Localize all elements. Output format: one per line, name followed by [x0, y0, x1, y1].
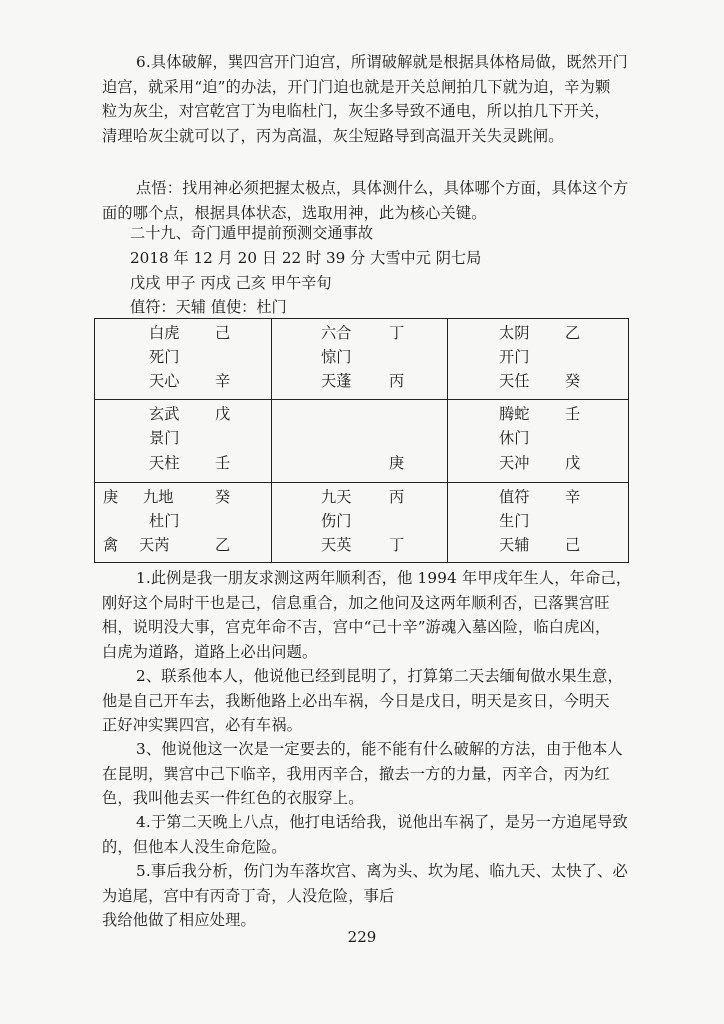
stem-label: 己 [565, 536, 581, 554]
analysis-point-2 [102, 664, 642, 738]
star-label: 天任 [499, 372, 530, 390]
star-label: 天芮 [139, 536, 170, 554]
text-line: 相，说明没大事，宫克年命不吉，宫中“己十辛”游魂入墓凶险，临白虎凶， [102, 618, 611, 636]
door-label: 杜门 [149, 512, 180, 530]
stem-label: 癸 [215, 488, 231, 506]
text-line: 3、他说他这一次是一定要去的，能不能有什么破解的方法，由于他本人 [136, 740, 623, 758]
analysis-point-4 [102, 810, 642, 859]
god-label: 白虎 [149, 324, 180, 342]
god-label: 腾蛇 [499, 405, 530, 423]
text-line: 5.事后我分析，伤门为车落坎宫、离为头、坎为尾、临九天、太快了、必 [136, 862, 628, 880]
god-label: 九地 [143, 488, 174, 506]
text-line: 白虎为道路，道路上必出问题。 [102, 642, 318, 661]
stem-label: 辛 [565, 488, 581, 506]
star-label: 天冲 [499, 454, 530, 472]
text-line: 为追尾，宫中有丙奇丁奇，人没危险，事后 [102, 886, 395, 905]
text-line: 6.具体破解，巽四宫开门迫宫，所谓破解就是根据具体格局做，既然开门 [136, 53, 628, 71]
palace-cell [271, 319, 447, 399]
text-line: 1.此例是我一朋友求测这两年顺利否，他 1994 年甲戌年生人，年命己， [136, 569, 632, 587]
palace-cell [95, 482, 271, 562]
star-label: 天柱 [149, 454, 180, 472]
text-line: 2、联系他本人，他说他已经到昆明了，打算第二天去缅甸做水果生意， [136, 667, 623, 685]
text-line: 刚好这个局时干也是己，信息重合，加之他问及这两年顺利否，已落巽宫旺 [102, 593, 610, 612]
case-pillars: 戊戌 甲子 丙戌 己亥 甲午辛旬 [130, 274, 332, 292]
god-label: 值符 [499, 488, 530, 506]
stem-label: 庚 [389, 454, 405, 472]
case-heading: 二十九、奇门遁甲提前预测交通事故 [130, 224, 373, 242]
intro-paragraph [102, 50, 642, 148]
text-line: 正好冲实巽四宫，必有车祸。 [102, 716, 303, 734]
door-label: 伤门 [321, 512, 352, 530]
door-label: 死门 [149, 348, 180, 366]
door-label: 景门 [149, 429, 180, 447]
text-line: 在昆明，巽宫中己下临辛，我用丙辛合，撤去一方的力量，丙辛合，丙为红 [102, 764, 610, 783]
god-label: 九天 [321, 488, 352, 506]
stem-label: 丁 [389, 536, 405, 554]
palace-cell [447, 482, 628, 562]
palace-cell [95, 319, 271, 399]
stem-label: 丙 [389, 488, 405, 506]
text-line: 的，但他本人没生命危险。 [102, 837, 287, 856]
insight-paragraph [102, 176, 642, 225]
star-label: 天蓬 [321, 372, 352, 390]
palace-cell [95, 399, 271, 482]
text-line: 面的哪个点，根据具体状态，选取用神，此为核心关键。 [102, 203, 487, 222]
door-label: 惊门 [321, 348, 352, 366]
door-label: 生门 [499, 512, 530, 530]
star-label: 禽 [103, 536, 119, 554]
door-label: 休门 [499, 429, 530, 447]
stem-label: 戊 [215, 405, 231, 423]
door-label: 开门 [499, 348, 530, 366]
analysis-point-5 [102, 859, 642, 933]
text-line: 清理哈灰尘就可以了，丙为高温，灰尘短路导到高温开关失灵跳闸。 [102, 126, 564, 145]
palace-cell [447, 399, 628, 482]
stem-label: 辛 [215, 372, 231, 390]
text-line: 点悟：找用神必须把握太极点，具体测什么，具体哪个方面，具体这个方 [136, 179, 629, 197]
stem-label: 乙 [565, 324, 581, 342]
god-label: 六合 [321, 324, 352, 342]
palace-cell [271, 482, 447, 562]
stem-label: 乙 [215, 536, 231, 554]
stem-label: 壬 [565, 405, 581, 423]
stem-label: 丁 [389, 324, 405, 342]
stem-label: 癸 [565, 372, 581, 390]
stem-label: 庚 [103, 488, 119, 506]
text-line: 迫宫，就采用“迫”的办法，开门门迫也就是开关总闸拍几下就为迫，辛为颗 [102, 77, 611, 96]
star-label: 天辅 [499, 536, 530, 554]
case-datetime: 2018 年 12 月 20 日 22 时 39 分 大雪中元 阴七局 [130, 249, 482, 267]
star-label: 天英 [321, 536, 352, 554]
case-zhifu-zhishi: 值符：天辅 值使：杜门 [130, 298, 287, 316]
analysis-point-1 [102, 566, 642, 664]
analysis-point-3 [102, 737, 642, 811]
palace-cell [447, 319, 628, 399]
stem-label: 戊 [565, 454, 581, 472]
stem-label: 丙 [389, 372, 405, 390]
text-line: 色，我叫他去买一件红色的衣服穿上。 [102, 789, 364, 807]
text-line: 粒为灰尘，对宫乾宫丁为电临杜门，灰尘多导致不通电，所以拍几下开关， [102, 102, 610, 120]
text-line: 我给他做了相应处理。 [102, 911, 256, 929]
qimen-chart [94, 318, 629, 563]
star-label: 天心 [149, 372, 180, 390]
page-number: 229 [347, 928, 377, 946]
god-label: 太阴 [499, 324, 530, 342]
text-line: 4.于第二天晚上八点，他打电话给我，说他出车祸了，是另一方追尾导致 [136, 813, 628, 831]
stem-label: 壬 [215, 454, 231, 472]
god-label: 玄武 [149, 405, 180, 423]
text-line: 他是自己开车去，我断他路上必出车祸，今日是戊日，明天是亥日，今明天 [102, 691, 610, 710]
center-palace-cell [271, 399, 447, 482]
stem-label: 己 [215, 324, 231, 342]
